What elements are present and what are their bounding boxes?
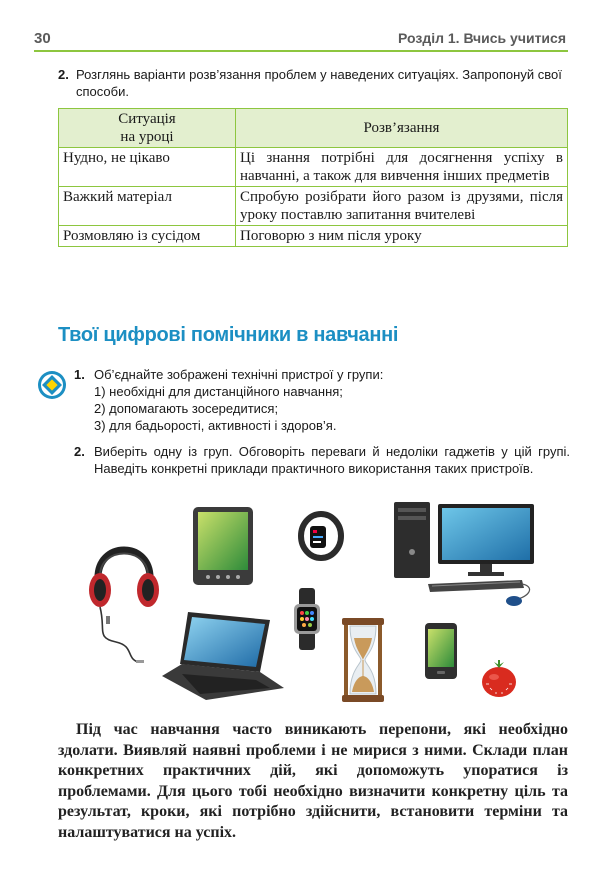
desktop-computer-icon — [392, 500, 542, 610]
exercise-1-item: 3) для бадьорості, активності і здоров’я. — [94, 418, 337, 433]
table-cell-solution: Поговорю з ним після уроку — [236, 226, 568, 247]
chapter-title: Розділ 1. Вчись учитися — [398, 30, 566, 46]
exercise-1-number: 1. — [74, 367, 85, 382]
exercise-2-number: 2. — [74, 444, 85, 459]
table-cell-situation: Важкий матеріал — [59, 187, 236, 226]
table-cell-situation: Розмовляю із сусідом — [59, 226, 236, 247]
section-title: Твої цифрові помічники в навчанні — [58, 324, 399, 346]
task-2-text: Розглянь варіанти розв’язання проблем у наведених ситуаціях. Запропонуй свої способи. — [76, 67, 562, 99]
exercise-1-item: 1) необхідні для дистанційного навчання; — [94, 384, 343, 399]
body-paragraph — [58, 720, 568, 843]
situations-table — [58, 108, 568, 247]
table-row — [59, 187, 568, 226]
exercise-2 — [74, 443, 570, 477]
header-rule — [34, 50, 568, 52]
body-paragraph-text: Під час навчання часто виникають перепони, які необхідно здолати. Виявляй наявні проблеми і не мирися з ними. Склади план конкретних практичних дій, які допоможуть упоратися із проблемами. Для цього тобі необхідно визначити конкретну ціль та результат, кроки, які потрібно здійснити, встановити терміни та налаштуватися на успіх. — [58, 721, 568, 841]
table-header-row — [59, 109, 568, 148]
page-number: 30 — [34, 30, 51, 47]
table-cell-solution: Спробую розібрати його разом із друзями, після уроку поставлю запитання вчителеві — [236, 187, 568, 226]
exercise-1-item: 2) допомагають зосередитися; — [94, 401, 279, 416]
table-cell-situation: Нудно, не цікаво — [59, 148, 236, 187]
tomato-timer-icon — [480, 658, 518, 700]
laptop-icon — [160, 610, 286, 702]
hourglass-icon — [340, 616, 386, 704]
table-header-situation: Ситуація на уроці — [59, 109, 236, 148]
table-header-solution: Розв’язання — [236, 109, 568, 148]
exercise-1-intro: Об’єднайте зображені технічні пристрої у групи: — [94, 367, 384, 382]
table-cell-solution: Ці знання потрібні для досягнення успіху в навчанні, а також для вивчення інших предметів — [236, 148, 568, 187]
headphones-icon — [86, 530, 162, 670]
digital-competence-icon — [37, 370, 67, 400]
smartphone-icon — [424, 622, 458, 680]
table-row — [59, 148, 568, 187]
fitness-band-icon — [298, 510, 344, 562]
task-2 — [58, 66, 570, 100]
task-2-number: 2. — [58, 67, 69, 82]
exercise-2-text: Виберіть одну із груп. Обговоріть переваги й недоліки гаджетів у цій групі. Наведіть конкретні приклади практичного використання таких пристроїв. — [94, 444, 570, 476]
smartwatch-icon — [292, 588, 322, 650]
table-row — [59, 226, 568, 247]
exercise-1 — [74, 366, 574, 434]
tablet-icon — [192, 506, 254, 586]
